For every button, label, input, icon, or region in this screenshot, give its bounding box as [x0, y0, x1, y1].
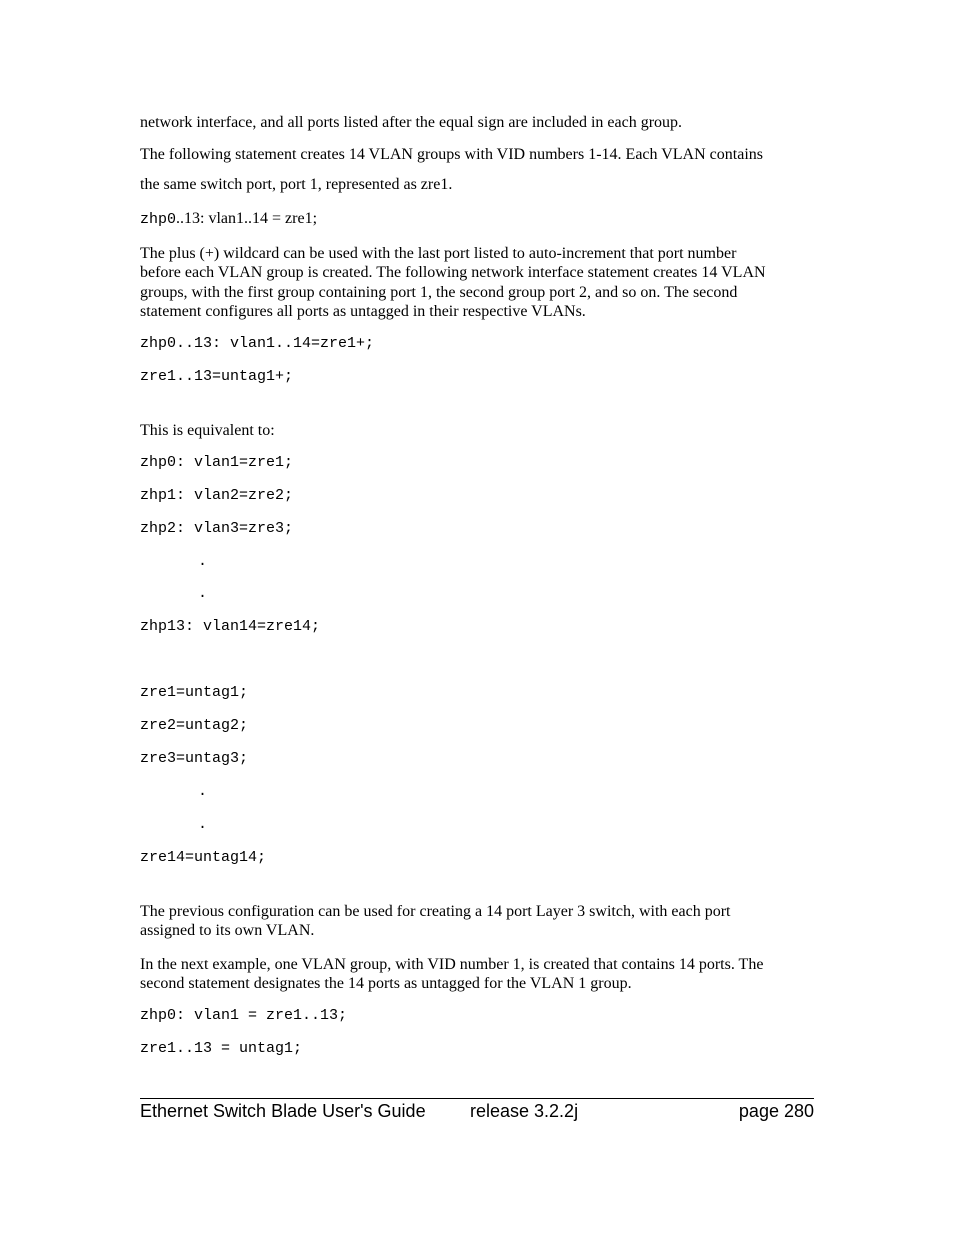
- code-line: zre1..13=untag1+;: [140, 368, 294, 385]
- code-line: zhp0..13: vlan1..14=zre1+;: [140, 335, 375, 352]
- code-line: zre1=untag1;: [140, 684, 249, 701]
- statement-rest-part: ..13: vlan1..14 = zre1;: [176, 210, 318, 227]
- paragraph-line: groups, with the first group containing port 1, the second group port 2, and so on. The second: [140, 284, 738, 301]
- code-line: zre14=untag14;: [140, 849, 267, 866]
- ellipsis-dot: .: [198, 816, 208, 833]
- document-page: [140, 0, 814, 1235]
- paragraph-line: This is equivalent to:: [140, 422, 275, 439]
- footer-guide-title: Ethernet Switch Blade User's Guide: [140, 1101, 426, 1121]
- paragraph-line: The plus (+) wildcard can be used with the last port listed to auto-increment that port number: [140, 245, 737, 262]
- ellipsis-dot: .: [198, 585, 208, 602]
- paragraph-line: In the next example, one VLAN group, with VID number 1, is created that contains 14 ports. The: [140, 956, 764, 973]
- code-line: zre2=untag2;: [140, 717, 249, 734]
- statement-example: [140, 209, 317, 230]
- paragraph-line: assigned to its own VLAN.: [140, 922, 315, 939]
- footer-release: release 3.2.2j: [470, 1101, 579, 1121]
- paragraph-line: the same switch port, port 1, represented as zre1.: [140, 176, 453, 193]
- ellipsis-dot: .: [198, 783, 208, 800]
- code-line: zhp0: vlan1=zre1;: [140, 454, 294, 471]
- paragraph-continuation: network interface, and all ports listed after the equal sign are included in each group.: [140, 114, 683, 131]
- code-line: zre1..13 = untag1;: [140, 1040, 303, 1057]
- paragraph-line: second statement designates the 14 ports as untagged for the VLAN 1 group.: [140, 975, 632, 992]
- footer-page-number: page 280: [738, 1101, 814, 1121]
- footer-divider: [140, 1098, 814, 1099]
- code-line: zhp2: vlan3=zre3;: [140, 520, 294, 537]
- code-line: zhp0: vlan1 = zre1..13;: [140, 1007, 348, 1024]
- code-line: zhp13: vlan14=zre14;: [140, 618, 321, 635]
- paragraph-line: The following statement creates 14 VLAN groups with VID numbers 1-14. Each VLAN contains: [140, 146, 763, 163]
- statement-mono-part: zhp0: [140, 211, 177, 228]
- paragraph-line: statement configures all ports as untagged in their respective VLANs.: [140, 303, 586, 320]
- paragraph-line: before each VLAN group is created. The following network interface statement creates 14 VLAN: [140, 264, 766, 281]
- paragraph-line: The previous configuration can be used for creating a 14 port Layer 3 switch, with each port: [140, 903, 731, 920]
- ellipsis-dot: .: [198, 553, 208, 570]
- code-line: zre3=untag3;: [140, 750, 249, 767]
- code-line: zhp1: vlan2=zre2;: [140, 487, 294, 504]
